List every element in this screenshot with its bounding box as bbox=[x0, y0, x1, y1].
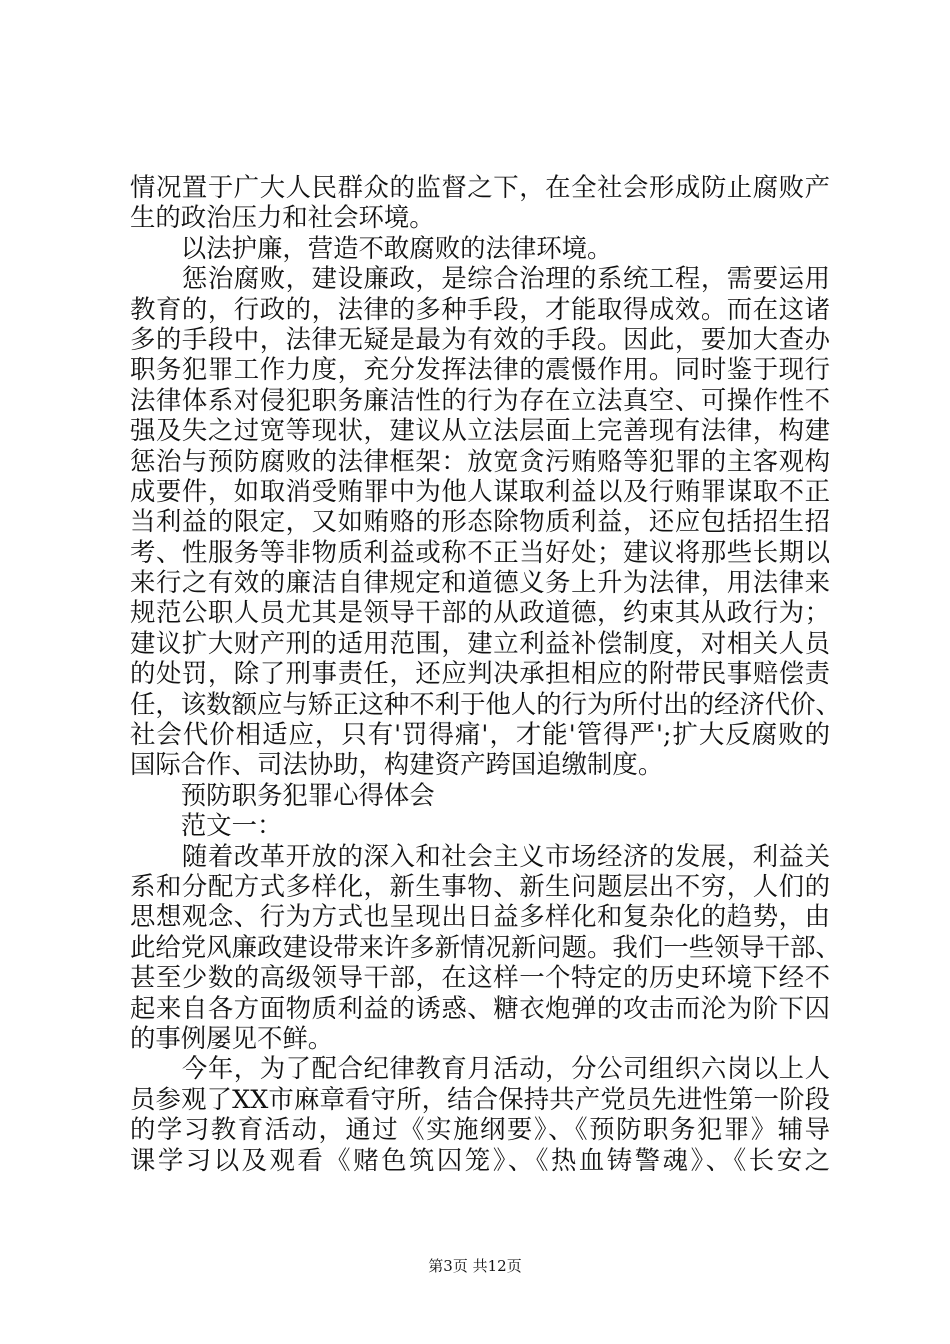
text-line: 强及失之过宽等现状，建议从立法层面上完善现有法律，构建 bbox=[130, 415, 830, 446]
text-line: 预防职务犯罪心得体会 bbox=[130, 779, 435, 810]
text-line: 今年，为了配合纪律教育月活动，分公司组织六岗以上人 bbox=[130, 1053, 830, 1084]
text-line: 以法护廉，营造不敢腐败的法律环境。 bbox=[130, 232, 613, 263]
text-line: 课学习以及观看《赌色筑囚笼》、《热血铸警魂》、《长安之 bbox=[130, 1144, 830, 1175]
text-line: 成要件，如取消受贿罪中为他人谋取利益以及行贿罪谋取不正 bbox=[130, 475, 830, 506]
text-line: 来行之有效的廉洁自律规定和道德义务上升为法律，用法律来 bbox=[130, 567, 830, 598]
text-line: 甚至少数的高级领导干部，在这样一个特定的历史环境下经不 bbox=[130, 962, 830, 993]
text-line: 法律体系对侵犯职务廉洁性的行为存在立法真空、可操作性不 bbox=[130, 384, 830, 415]
text-line: 系和分配方式多样化，新生事物、新生问题层出不穷，人们的 bbox=[130, 870, 830, 901]
text-line: 教育的，行政的，法律的多种手段，才能取得成效。而在这诸 bbox=[130, 293, 830, 324]
document-body bbox=[130, 172, 841, 1175]
text-line: 随着改革开放的深入和社会主义市场经济的发展，利益关 bbox=[130, 840, 830, 871]
text-line: 惩治与预防腐败的法律框架：放宽贪污贿赂等犯罪的主客观构 bbox=[130, 445, 830, 476]
text-line: 范文一： bbox=[130, 810, 283, 841]
text-line: 惩治腐败，建设廉政，是综合治理的系统工程，需要运用 bbox=[130, 263, 830, 294]
text-line: 生的政治压力和社会环境。 bbox=[130, 202, 435, 233]
text-line: 思想观念、行为方式也呈现出日益多样化和复杂化的趋势，由 bbox=[130, 901, 830, 932]
text-line: 当利益的限定，又如贿赂的形态除物质利益，还应包括招生招 bbox=[130, 506, 830, 537]
text-line: 员参观了XX市麻章看守所，结合保持共产党员先进性第一阶段 bbox=[130, 1083, 830, 1114]
text-line: 建议扩大财产刑的适用范围，建立利益补偿制度，对相关人员 bbox=[130, 627, 830, 658]
page-footer: 第3页 共12页 bbox=[428, 1257, 522, 1275]
text-line: 的学习教育活动，通过《实施纲要》、《预防职务犯罪》辅导 bbox=[130, 1114, 830, 1145]
text-line: 职务犯罪工作力度，充分发挥法律的震慑作用。同时鉴于现行 bbox=[130, 354, 830, 385]
text-line: 的事例屡见不鲜。 bbox=[130, 1022, 334, 1053]
text-line: 多的手段中，法律无疑是最为有效的手段。因此，要加大查办 bbox=[130, 323, 830, 354]
text-line: 考、性服务等非物质利益或称不正当好处；建议将那些长期以 bbox=[130, 536, 830, 567]
text-line: 任，该数额应与矫正这种不利于他人的行为所付出的经济代价、 bbox=[130, 688, 841, 719]
text-line: 社会代价相适应，只有'罚得痛'，才能'管得严';扩大反腐败的 bbox=[130, 719, 830, 750]
text-line: 此给党风廉政建设带来许多新情况新问题。我们一些领导干部、 bbox=[130, 931, 841, 962]
text-line: 起来自各方面物质利益的诱惑、糖衣炮弹的攻击而沦为阶下囚 bbox=[130, 992, 830, 1023]
text-line: 规范公职人员尤其是领导干部的从政道德，约束其从政行为； bbox=[130, 597, 830, 628]
text-line: 国际合作、司法协助，构建资产跨国追缴制度。 bbox=[130, 749, 664, 780]
text-line: 情况置于广大人民群众的监督之下，在全社会形成防止腐败产 bbox=[130, 172, 830, 202]
text-line: 的处罚，除了刑事责任，还应判决承担相应的附带民事赔偿责 bbox=[130, 658, 830, 689]
